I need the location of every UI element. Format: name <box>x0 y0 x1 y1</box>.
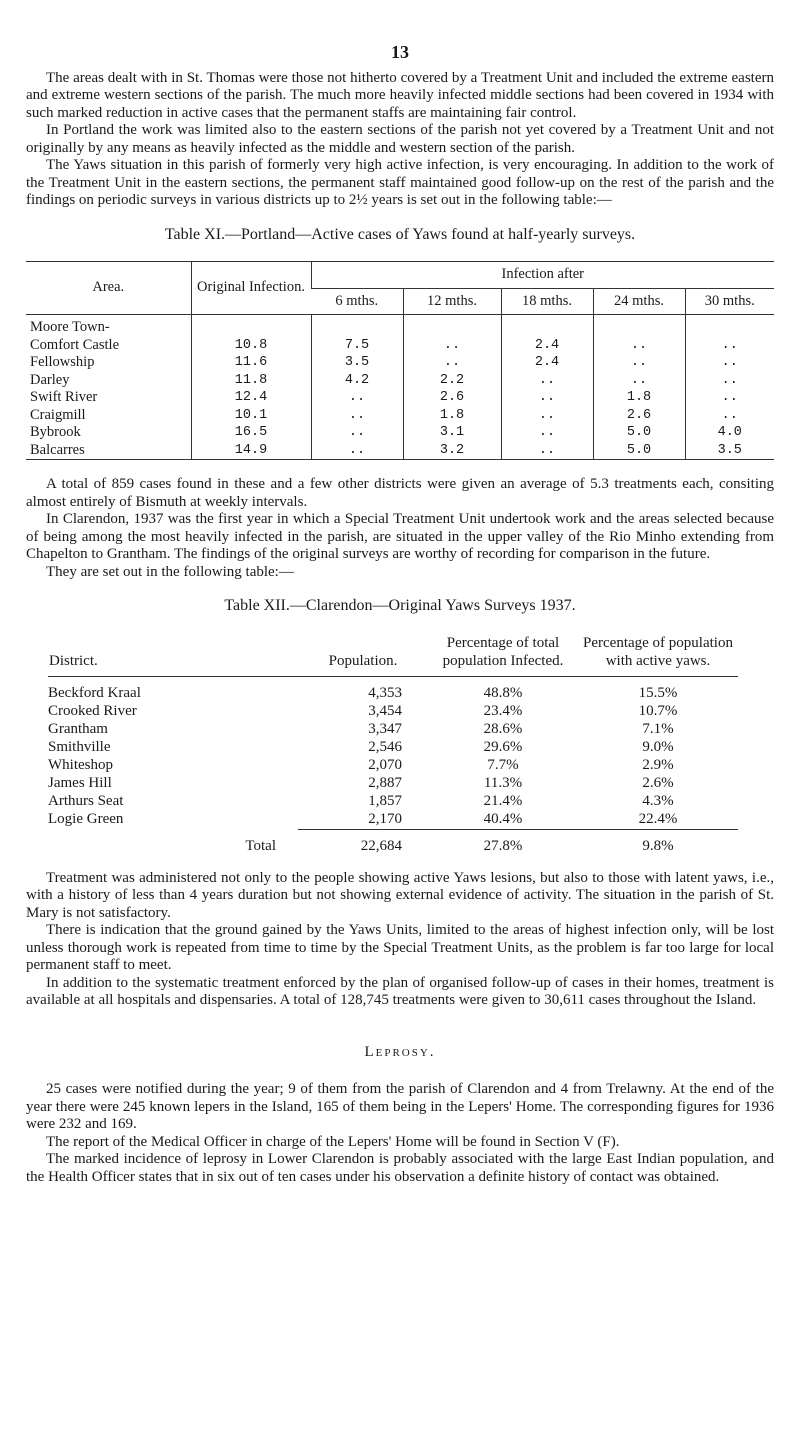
value-cell: .. <box>593 354 685 372</box>
header-month: 30 mths. <box>685 288 774 315</box>
table-xii-caption: Table XII.—Clarendon—Original Yaws Surveys 1937. <box>224 597 576 614</box>
value-cell: .. <box>685 372 774 390</box>
value-cell: 2.6 <box>403 389 501 407</box>
active-cell: 15.5% <box>638 684 678 701</box>
value-cell: 2.4 <box>501 337 593 355</box>
table-row <box>26 372 774 390</box>
header-month: 18 mths. <box>501 288 593 315</box>
value-cell: .. <box>593 337 685 355</box>
table-row <box>48 793 738 811</box>
population-cell: 3,454 <box>368 702 402 719</box>
area-cell: Balcarres <box>26 442 191 460</box>
value-cell: .. <box>501 442 593 460</box>
middle-paragraph-3: They are set out in the following table:— <box>46 563 294 580</box>
original-cell: 11.8 <box>191 372 311 390</box>
district-cell: Logie Green <box>48 811 124 827</box>
active-cell: 22.4% <box>638 810 678 827</box>
original-cell: 11.6 <box>191 354 311 372</box>
page-number: 13 <box>391 42 409 62</box>
table-row <box>26 442 774 460</box>
value-cell: 1.8 <box>593 389 685 407</box>
table-row <box>26 424 774 442</box>
area-cell: Fellowship <box>30 354 95 370</box>
total-row <box>48 829 738 856</box>
value-cell: 4.0 <box>685 424 774 442</box>
table-row <box>48 811 738 830</box>
district-cell: Grantham <box>48 720 108 737</box>
area-cell: Darley <box>30 371 70 388</box>
value-cell: .. <box>311 407 403 425</box>
district-cell: Smithville <box>48 738 111 755</box>
area-cell: Bybrook <box>30 424 81 440</box>
value-cell: 3.2 <box>403 442 501 460</box>
header-month: 6 mths. <box>311 288 403 315</box>
population-cell: 2,170 <box>368 810 402 827</box>
header-percent-infected: Percentage of total population Infected. <box>428 633 578 677</box>
value-cell: 7.5 <box>311 337 403 355</box>
active-cell: 2.9% <box>642 756 674 773</box>
population-cell: 2,070 <box>368 756 402 773</box>
header-area: Area. <box>26 262 191 315</box>
total-label: Total <box>245 837 276 854</box>
after-paragraph-3: In addition to the systematic treatment enforced by the plan of organised follow-up of cases in their homes, treatment is available at all hospitals and dispensaries. A total of 128,745 treatments were given to 30,611 cases throughout the Island. <box>26 974 774 1008</box>
table-xi <box>26 261 774 460</box>
header-percent-active: Percentage of population with active yaws. <box>578 633 738 677</box>
value-cell: .. <box>403 337 501 355</box>
active-cell: 4.3% <box>642 792 674 809</box>
active-cell: 2.6% <box>642 774 674 791</box>
area-cell: Swift River <box>30 389 98 405</box>
leprosy-heading: Leprosy. <box>364 1043 436 1060</box>
total-infected: 27.8% <box>428 829 578 856</box>
table-row <box>26 337 774 355</box>
value-cell: .. <box>501 389 593 407</box>
value-cell: .. <box>685 354 774 372</box>
table-row <box>48 757 738 775</box>
active-cell: 7.1% <box>642 720 674 737</box>
original-cell: 10.8 <box>191 337 311 355</box>
value-cell: 3.5 <box>311 354 403 372</box>
original-cell: 10.1 <box>191 407 311 425</box>
population-cell: 2,887 <box>368 774 402 791</box>
middle-paragraph-2: In Clarendon, 1937 was the first year in which a Special Treatment Unit undertook work and the areas selected because of being among the most heavily infected in the parish, are situated in the upper valley of the Rio Minho extending from Chapelton to Grantham. The findings of the original surveys are worthy of recording for comparison in the future. <box>26 511 774 562</box>
infected-cell: 48.8% <box>483 684 523 701</box>
value-cell: .. <box>593 372 685 390</box>
header-infection-after: Infection after <box>311 262 774 289</box>
table-row <box>48 739 738 757</box>
intro-paragraph-2: In Portland the work was limited also to the eastern sections of the parish not yet covered by a Treatment Unit and not originally by any means as heavily infected as the middle and western section of the parish. <box>26 122 774 156</box>
value-cell: 5.0 <box>593 424 685 442</box>
value-cell: .. <box>403 354 501 372</box>
value-cell: 2.6 <box>593 407 685 425</box>
infected-cell: 7.7% <box>487 756 519 773</box>
header-month: 12 mths. <box>403 288 501 315</box>
value-cell: .. <box>685 389 774 407</box>
original-cell: 16.5 <box>191 424 311 442</box>
table-row <box>26 389 774 407</box>
infected-cell: 29.6% <box>483 738 523 755</box>
after-paragraph-1: Treatment was administered not only to the people showing active Yaws lesions, but also to those with latent yaws, i.e., with a history of less than 4 years duration but not showing external evidence of activity. The situation in the parish of St. Mary is not satisfactory. <box>26 869 774 921</box>
area-cell: Craigmill <box>30 406 86 423</box>
value-cell: 1.8 <box>403 407 501 425</box>
table-row <box>26 407 774 425</box>
value-cell: 4.2 <box>311 372 403 390</box>
infected-cell: 23.4% <box>483 702 523 719</box>
value-cell: .. <box>311 442 403 460</box>
table-xii <box>48 633 738 856</box>
district-cell: Arthurs Seat <box>48 792 124 809</box>
population-cell: 3,347 <box>368 720 402 737</box>
district-cell: Beckford Kraal <box>48 684 141 701</box>
header-population: Population. <box>298 633 428 677</box>
district-cell: Crooked River <box>48 702 137 719</box>
leprosy-paragraph-1: 25 cases were notified during the year; 9 of them from the parish of Clarendon and 4 from Trelawny. At the end of the year there were 245 known lepers in the Island, 165 of them being in the Lepers' Home. The corresponding figures for 1936 were 232 and 169. <box>26 1081 774 1132</box>
leprosy-paragraph-2: The report of the Medical Officer in charge of the Lepers' Home will be found in Section V (F). <box>46 1133 620 1150</box>
infected-cell: 28.6% <box>483 720 523 737</box>
group-label: Moore Town- <box>30 319 110 335</box>
original-cell: 14.9 <box>191 442 311 460</box>
value-cell: 5.0 <box>593 442 685 460</box>
after-paragraph-2: There is indication that the ground gained by the Yaws Units, limited to the areas of highest infection only, will be lost unless thorough work is repeated from time to time by the Special Treatment Units, as the problem is far too large for local permanent staff to meet. <box>26 922 774 973</box>
header-month: 24 mths. <box>593 288 685 315</box>
infected-cell: 21.4% <box>483 792 523 809</box>
area-cell: Comfort Castle <box>30 336 120 353</box>
leprosy-paragraph-3: The marked incidence of leprosy in Lower Clarendon is probably associated with the large East Indian population, and the Health Officer states that in six out of ten cases under his observation a definite history of contact was obtained. <box>26 1151 774 1185</box>
value-cell: 2.2 <box>403 372 501 390</box>
population-cell: 2,546 <box>368 738 402 755</box>
district-cell: James Hill <box>48 774 112 791</box>
total-active: 9.8% <box>578 829 738 856</box>
intro-paragraph-3: The Yaws situation in this parish of formerly very high active infection, is very encouraging. In addition to the work of the Treatment Unit in the eastern sections, the permanent staff maintained good follow-up on the rest of the parish and the findings on periodic surveys in various districts up to 2½ years is set out in the following table:— <box>26 157 774 208</box>
table-row <box>48 721 738 739</box>
infected-cell: 11.3% <box>483 774 523 791</box>
value-cell: .. <box>501 407 593 425</box>
value-cell: .. <box>685 337 774 355</box>
value-cell: .. <box>501 372 593 390</box>
active-cell: 9.0% <box>642 738 674 755</box>
population-cell: 1,857 <box>368 792 402 809</box>
value-cell: 3.5 <box>685 442 774 460</box>
value-cell: .. <box>311 389 403 407</box>
infected-cell: 40.4% <box>483 810 523 827</box>
original-cell: 12.4 <box>191 389 311 407</box>
value-cell: .. <box>501 424 593 442</box>
table-row <box>48 685 738 703</box>
district-cell: Whiteshop <box>48 756 113 773</box>
middle-paragraph-1: A total of 859 cases found in these and a few other districts were given an average of 5.3 treatments each, consiting almost entirely of Bismuth at weekly intervals. <box>26 476 774 510</box>
table-xi-caption: Table XI.—Portland—Active cases of Yaws found at half-yearly surveys. <box>164 225 636 243</box>
active-cell: 10.7% <box>638 702 678 719</box>
header-original-infection: Original Infection. <box>191 262 311 315</box>
header-district: District. <box>48 633 298 677</box>
table-row <box>26 315 774 337</box>
document-page <box>26 0 774 1186</box>
table-row <box>48 703 738 721</box>
intro-paragraph-1: The areas dealt with in St. Thomas were those not hitherto covered by a Treatment Unit and included the extreme eastern and extreme western sections of the parish. The much more heavily infected middle sections had been covered in 1934 with such marked reduction in active cases that the permanent staffs are maintaining fair control. <box>26 69 774 121</box>
value-cell: 2.4 <box>501 354 593 372</box>
value-cell: .. <box>311 424 403 442</box>
total-population: 22,684 <box>298 829 428 856</box>
population-cell: 4,353 <box>368 684 402 701</box>
value-cell: 3.1 <box>403 424 501 442</box>
value-cell: .. <box>685 407 774 425</box>
table-row <box>48 775 738 793</box>
table-row <box>26 354 774 372</box>
